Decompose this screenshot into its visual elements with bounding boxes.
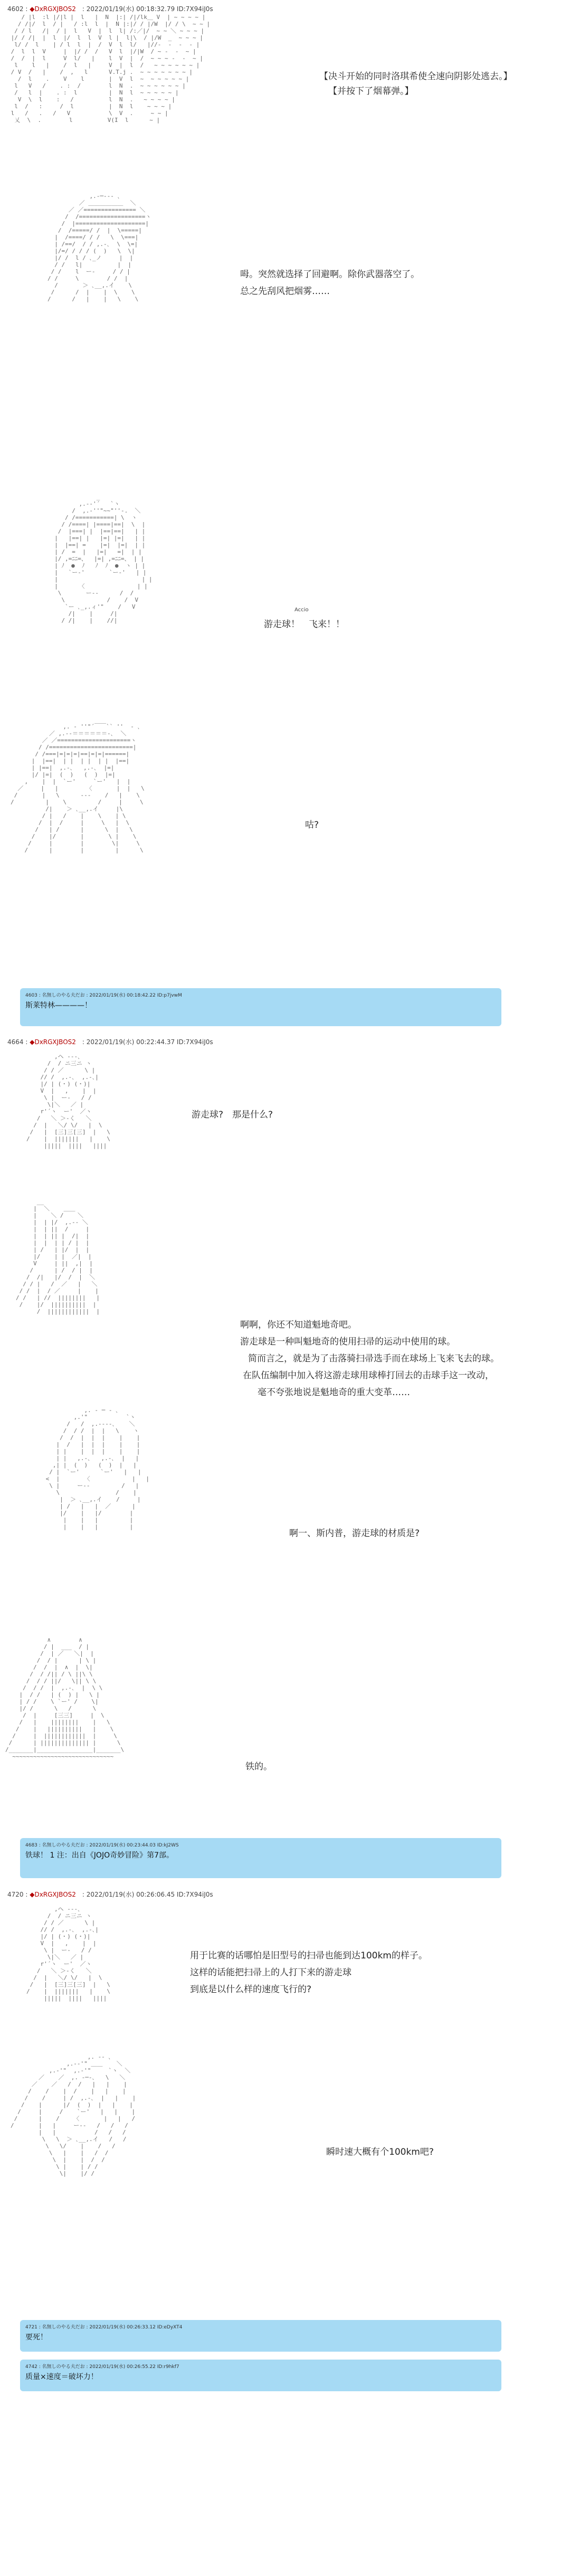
poster-name[interactable]: ◆DxRGXJBOS2 bbox=[30, 1891, 76, 1898]
reply-text: 质量×速度＝破坏力！ bbox=[25, 2373, 98, 2381]
poster-name[interactable]: ◆DxRGXJBOS2 bbox=[30, 5, 76, 13]
ascii-art-character: ,. - ─ - ､ ,.'" `ヽ / / ,.-‐‐-､ ＼ / / / | | \ ヽ / / | | | | | | / | | | | | | | | | | | | | | ,.-､ ,.-､ | | ,| | ( ) ( ) | | / | `ー' `ー' | | < | 〈 | | \ | ー‐‐ / | \ / | | ＞ ､__,.イ / | | / | | ／ | |/ | |/ | | | | | | | | | bbox=[45, 1407, 150, 1530]
ascii-art-character: ,. - ''"´￣￣`` '' - ､ ／ ,.-‐＝＝＝＝＝＝-､ ＼ ／ ／=====================ヽ / /========================| / /===|=|=|=|==|=|=|======| | |==| | | | | | | |==| | |==| ,.-､ ,.-､ |=| |/ |=| ( ) ( ) |=| , | | `ー' `ー' | | ／ | | 〈 | | \ / | \ -‐- / | \ / | \ / | \ /| ＞ ､__,.イ |\ / | / | \ | \ / | / | \ | \ / | / | \ | \ / |/ | \ | \ / | | \| \ / | | | \ bbox=[11, 723, 145, 854]
post-header: 4720 : ◆DxRGXJBOS2 : 2022/01/19(水) 00:26:06.45 ID:7X94iJ0s bbox=[7, 1891, 213, 1898]
ascii-art-character: _ ,.-‐'´ `ヽ / ,.-''"~~"''-. ＼ / /===========| \ ヽ / /====| |====|==| \ | / |===| | |==|==| | | | |==| | |=| |=| | | | |==| = |=| |=| | | | / = | |=| =| | | |/ ,=ﾆﾆ=、 |=| ,=ﾆﾆ=、 | | | ﾉ ● ﾉ ﾉ ﾉ ● ヽ | | | `ー‐' `ー‐' | | | | | | 〈 | | \ ー‐- / / \ / / V `ー ､_,.ィ'" / V /| | /| / /| | //| bbox=[54, 494, 153, 624]
poster-name[interactable]: ◆DxRGXJBOS2 bbox=[30, 1038, 76, 1046]
narration-line: 【并按下了烟幕弹。】 bbox=[328, 86, 414, 97]
dialogue-line: 啊一、斯内普，游走球的材质是? bbox=[289, 1528, 420, 1539]
dialogue-line: 在队伍编制中加入将这游走球用球棒打回去的击球手这一改动， bbox=[243, 1370, 494, 1381]
reply-header: 4742 : 名無しのやる夫だお : 2022/01/19(水) 00:26:55.22 ID:r9hkf7 bbox=[25, 2364, 179, 2370]
dialogue-line: 毫不夸张地说是魁地奇的重大变革…… bbox=[258, 1387, 410, 1398]
post-number: 4664 bbox=[7, 1038, 24, 1046]
reply-text: 斯莱特林————！ bbox=[25, 1001, 92, 1010]
post-date: 2022/01/19(水) 00:22:44.37 bbox=[86, 1038, 175, 1046]
dialogue-line: 游走球是一种叫魁地奇的使用扫帚的运动中使用的球。 bbox=[240, 1337, 455, 1347]
dialogue-line: 瞬时速大概有个100km吧? bbox=[326, 2147, 434, 2157]
ascii-art-character: __ | ＼ ＿＿ | ＼ / ＼ | | |/ ,.-- ＼ | | || / | | | || | /| | | | | | / | | | / | |/ | | |/ | | ／| | V | || ,| | / | / / | | / /| |/ / | ＼ / / | / ／ | ＼ / / | / ／ | | / / | // |||||||| | / |/ |||||||||| | / |||||||||||| | bbox=[16, 1198, 100, 1315]
post-id[interactable]: ID:7X94iJ0s bbox=[176, 5, 213, 13]
dialogue-line: 用于比赛的话哪怕是旧型号的扫帚也能到达100km的样子。 bbox=[190, 1950, 428, 1961]
post-date: 2022/01/19(水) 00:18:32.79 bbox=[86, 5, 175, 13]
post-date: 2022/01/19(水) 00:26:06.45 bbox=[86, 1891, 175, 1898]
dialogue-line: 简而言之，就是为了击落骑扫帚选手而在球场上飞来飞去的球。 bbox=[248, 1353, 499, 1364]
ascii-art-silhouette: / |l :l |/|l | l | N |:| /|/lk＿ V | ~ ~ ~ ~ | / /|/ l / | / :l l | N |:|/ / |/W |/ / \ ~ ~ | / / l /| / | l V | l l| /:／|/ ~ ~ ＼ ~ ~ ~ | |/ / /| | l |/ l l V l | l|\ / |/W _ ~ ~ ~ | l/ / l | / l l | / V l l/ |//- - - - | / l l V | |/ / / V l |/|W / ~ - - ~ | / / | l V l/ | l V | / ~ ~ ~ - - ~ | l l | / l | V | l / ~ ~ ~ ~ ~ ~ | / V / | / , l V.T.j . ~ ~ ~ ~ ~ ~ ~ | / l . V l | V l ~ ~ ~ ~ ~ ~ | l V / . : / l N . ~ ~ ~ ~ ~ ~ | / l | . : l | N l ~ ~ ~ ~ ~ | V \ l : / l N . ~ ~ ~ ~ | l / : / l | N l ~ ~ ~ | l / . / V \ V . ~ ~ | 乂 \ . l V(I l ~ | bbox=[11, 14, 211, 124]
ascii-art-character: ,.-─‐‐- ､ ／ ＿＿＿＿＿＿ ＼ ／ ／=============== ＼ / /===================ヽ / |====================| / /=====/ / | \=====| | /====/ / / \ \===| | /==/ / / ,.-､ \ \=| |/=/ / / / ( ) \ \| |/ / l / ､_ノ | | / / l| | | / / l ー‐ / / | / / \ / / | / ＞ ､__,.イ \ / / | | \ \ / / | | \ \ bbox=[48, 193, 151, 302]
dialogue-line: 咕? bbox=[305, 820, 319, 830]
ascii-art-character: ,. -‐ ､ ,.-‐'" ＿＿ ＼ ,.-'" ,.-'" `ヽ ＼ ／ ／ ,. -─-､ \ ＼ ／ ／ / / | | | / / | / | | | / / | / ,.-､ | | | / | |/ ( ) | | | / | / `ー' | | | / | / 〈 | | / / | | ー‐- / / / | | / / / \ \ ＞ ､__,.イ / / \ \/ | / / \ | | / / \ | | / / \ | | / / \| |/ / bbox=[11, 2053, 136, 2177]
post-number: 4602 bbox=[7, 5, 24, 13]
dialogue-line: 铁的。 bbox=[245, 1761, 272, 1772]
dialogue-line: 总之先刮风把烟雾…… bbox=[240, 286, 330, 297]
narration-line: 【决斗开始的同时洛琪希使全速向阴影处逃去。】 bbox=[319, 71, 512, 82]
reply-text: 铁球！ 1 注：出自《JOJO奇妙冒险》第7部。 bbox=[25, 1851, 174, 1860]
reply-box bbox=[20, 1838, 501, 1878]
dialogue-line: 呣。突然就选择了回避啊。除你武器落空了。 bbox=[240, 269, 420, 280]
ascii-art-character: ,ヘ -‐-､ / / ニ三ニ ヽ / / ／ \ | // / ,.-､ ,.-､| |/ | (・) (・)| V | , | | \ | ー‐ / / \|＼ ／ | r'´ヽ ー' ／ヽ / ＼ ＞‐く ＼ / | ＼/ \/ | \ / | [三]三[三] | \ / | ||||||| | \ ||||| |||| |||| bbox=[26, 1053, 110, 1149]
ascii-art-character: ,ヘ -‐-､ / / ニ三ニ ヽ / / ／ \ | // / ,.-､ ,.-､| |/ | (・) (・)| V | , | | \ | ー‐ / / \|＼ ／ | r'´ヽ ー' ／ヽ / ＼ ＞‐く ＼ / | ＼/ \/ | \ / | [三]三[三] | \ / | ||||||| | \ ||||| |||| |||| bbox=[26, 1906, 110, 2002]
post-header: 4664 : ◆DxRGXJBOS2 : 2022/01/19(水) 00:22:44.37 ID:7X94iJ0s bbox=[7, 1038, 213, 1046]
dialogue-line: 游走球? 那是什么? bbox=[192, 1110, 273, 1120]
reply-text: 要死！ bbox=[25, 2333, 48, 2342]
dialogue-line: 游走球！ 飞来！！ bbox=[264, 619, 345, 630]
ascii-art-character: ∧ ∧ / | ___ / | / | ／ ＼| | / / | | \ | / / | ∧ | \| / / /|| / \ ||\ \ / / / ||/ \|| \ \ / / / | ,.-､ | \ \ | / / | ( ) | \ | | / / \ `ー' / \| |/ / \ / \ / | [三三] | \ / | |||||||| | \ / | |||||||||| | \ / | |||||||||||| | \ / | |||||||||||||| | \ /_______|________________|_______\ ~~~~~~~~~~~~~~~~~~~~~~~~~~~~~ bbox=[5, 1636, 125, 1760]
post-number: 4720 bbox=[7, 1891, 24, 1898]
reply-box bbox=[20, 2360, 501, 2391]
post-header: 4602 : ◆DxRGXJBOS2 : 2022/01/19(水) 00:18:32.79 ID:7X94iJ0s bbox=[7, 5, 213, 13]
dialogue-line: 啊啊，你还不知道魁地奇吧。 bbox=[240, 1320, 357, 1330]
post-id[interactable]: ID:7X94iJ0s bbox=[176, 1038, 213, 1046]
dialogue-line: 这样的话能把扫帚上的人打下来的游走球 bbox=[190, 1967, 352, 1978]
reply-header: 4683 : 名無しのやる夫だお : 2022/01/19(水) 00:23:44.03 ID:kJ2WS bbox=[25, 1843, 179, 1848]
post-id[interactable]: ID:7X94iJ0s bbox=[176, 1891, 213, 1898]
spell-ruby: Accio bbox=[294, 607, 309, 613]
reply-box bbox=[20, 988, 501, 1026]
reply-header: 4603 : 名無しのやる夫だお : 2022/01/19(水) 00:18:42.22 ID:p7jvwM bbox=[25, 993, 182, 998]
reply-header: 4721 : 名無しのやる夫だお : 2022/01/19(水) 00:26:33.12 ID:eDyXT4 bbox=[25, 2325, 183, 2330]
dialogue-line: 到底是以什么样的速度飞行的? bbox=[190, 1984, 312, 1995]
reply-box bbox=[20, 2320, 501, 2352]
